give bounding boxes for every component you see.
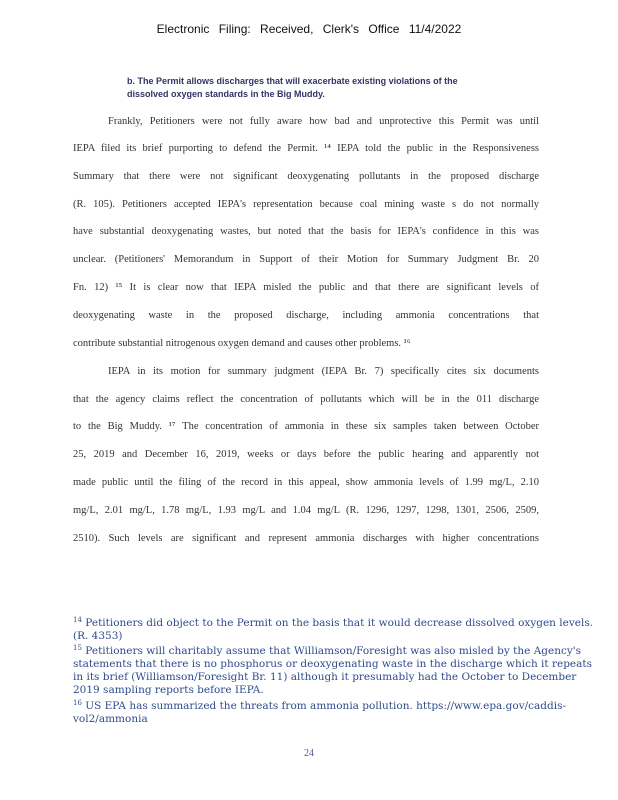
body-line: 2510). Such levels are significant and represent ammonia discharges with higher concentrations xyxy=(73,533,539,544)
page-number: 24 xyxy=(304,748,314,759)
body-line: mg/L, 2.01 mg/L, 1.78 mg/L, 1.93 mg/L and 1.04 mg/L (R. 1296, 1297, 1298, 1301, 2506, 2509, xyxy=(73,505,539,516)
footnote-15 xyxy=(73,642,603,697)
footnote-text: Petitioners did object to the Permit on the basis that it would decrease dissolved oxygen levels. xyxy=(85,617,594,629)
subheading-line-2: dissolved oxygen standards in the Big Muddy. xyxy=(127,89,325,99)
body-line: deoxygenating waste in the proposed discharge, including ammonia concentrations that xyxy=(73,310,539,321)
footnote-text: US EPA has summarized the threats from ammonia pollution. https://www.epa.gov/caddis-vol2/ammonia xyxy=(73,700,567,725)
body-line: IEPA filed its brief purporting to defend the Permit. ¹⁴ IEPA told the public in the Responsiveness xyxy=(73,143,539,154)
footnote-14 xyxy=(73,614,603,643)
footnote-16 xyxy=(73,697,603,726)
body-line: 25, 2019 and December 16, 2019, weeks or days before the public hearing and apparently not xyxy=(73,449,539,460)
footnote-number: 15 xyxy=(73,644,82,652)
body-line: Fn. 12) ¹⁵ It is clear now that IEPA misled the public and that there are significant levels of xyxy=(73,282,539,293)
footnote-number: 14 xyxy=(73,616,82,624)
body-line: IEPA in its motion for summary judgment (IEPA Br. 7) specifically cites six documents xyxy=(108,366,539,377)
body-line: unclear. (Petitioners' Memorandum in Support of their Motion for Summary Judgment Br. 20 xyxy=(73,254,539,265)
body-line: have substantial deoxygenating wastes, but noted that the basis for IEPA's confidence in this was xyxy=(73,226,539,237)
body-line: to the Big Muddy. ¹⁷ The concentration of ammonia in these six samples taken between October xyxy=(73,421,539,432)
body-line: contribute substantial nitrogenous oxygen demand and causes other problems. ¹⁶ xyxy=(73,338,411,349)
footnote-number: 16 xyxy=(73,699,82,707)
subheading-line-1: b. The Permit allows discharges that will exacerbate existing violations of the xyxy=(127,76,458,86)
filing-header: Electronic Filing: Received, Clerk's Office 11/4/2022 xyxy=(156,22,462,36)
body-line: Summary that there were not significant deoxygenating pollutants in the proposed discharge xyxy=(73,171,539,182)
body-line: made public until the filing of the record in this appeal, show ammonia levels of 1.99 mg/L, 2.10 xyxy=(73,477,539,488)
body-line: that the agency claims reflect the concentration of pollutants which will be in the 011 discharge xyxy=(73,394,539,405)
body-line: Frankly, Petitioners were not fully aware how bad and unprotective this Permit was until xyxy=(108,116,539,127)
body-line: (R. 105). Petitioners accepted IEPA's representation because coal mining waste s do not normally xyxy=(73,199,539,210)
footnote-text: (R. 4353) xyxy=(73,630,123,642)
footnote-text: Petitioners will charitably assume that Williamson/Foresight was also misled by the Agency's statements that there is no phosphorus or deoxygenating waste in the discharge which it repeats in its brief (Williamson/Foresight Br. 11) although it presumably had the October to December 2019 sampling reports before IEPA. xyxy=(73,645,593,696)
